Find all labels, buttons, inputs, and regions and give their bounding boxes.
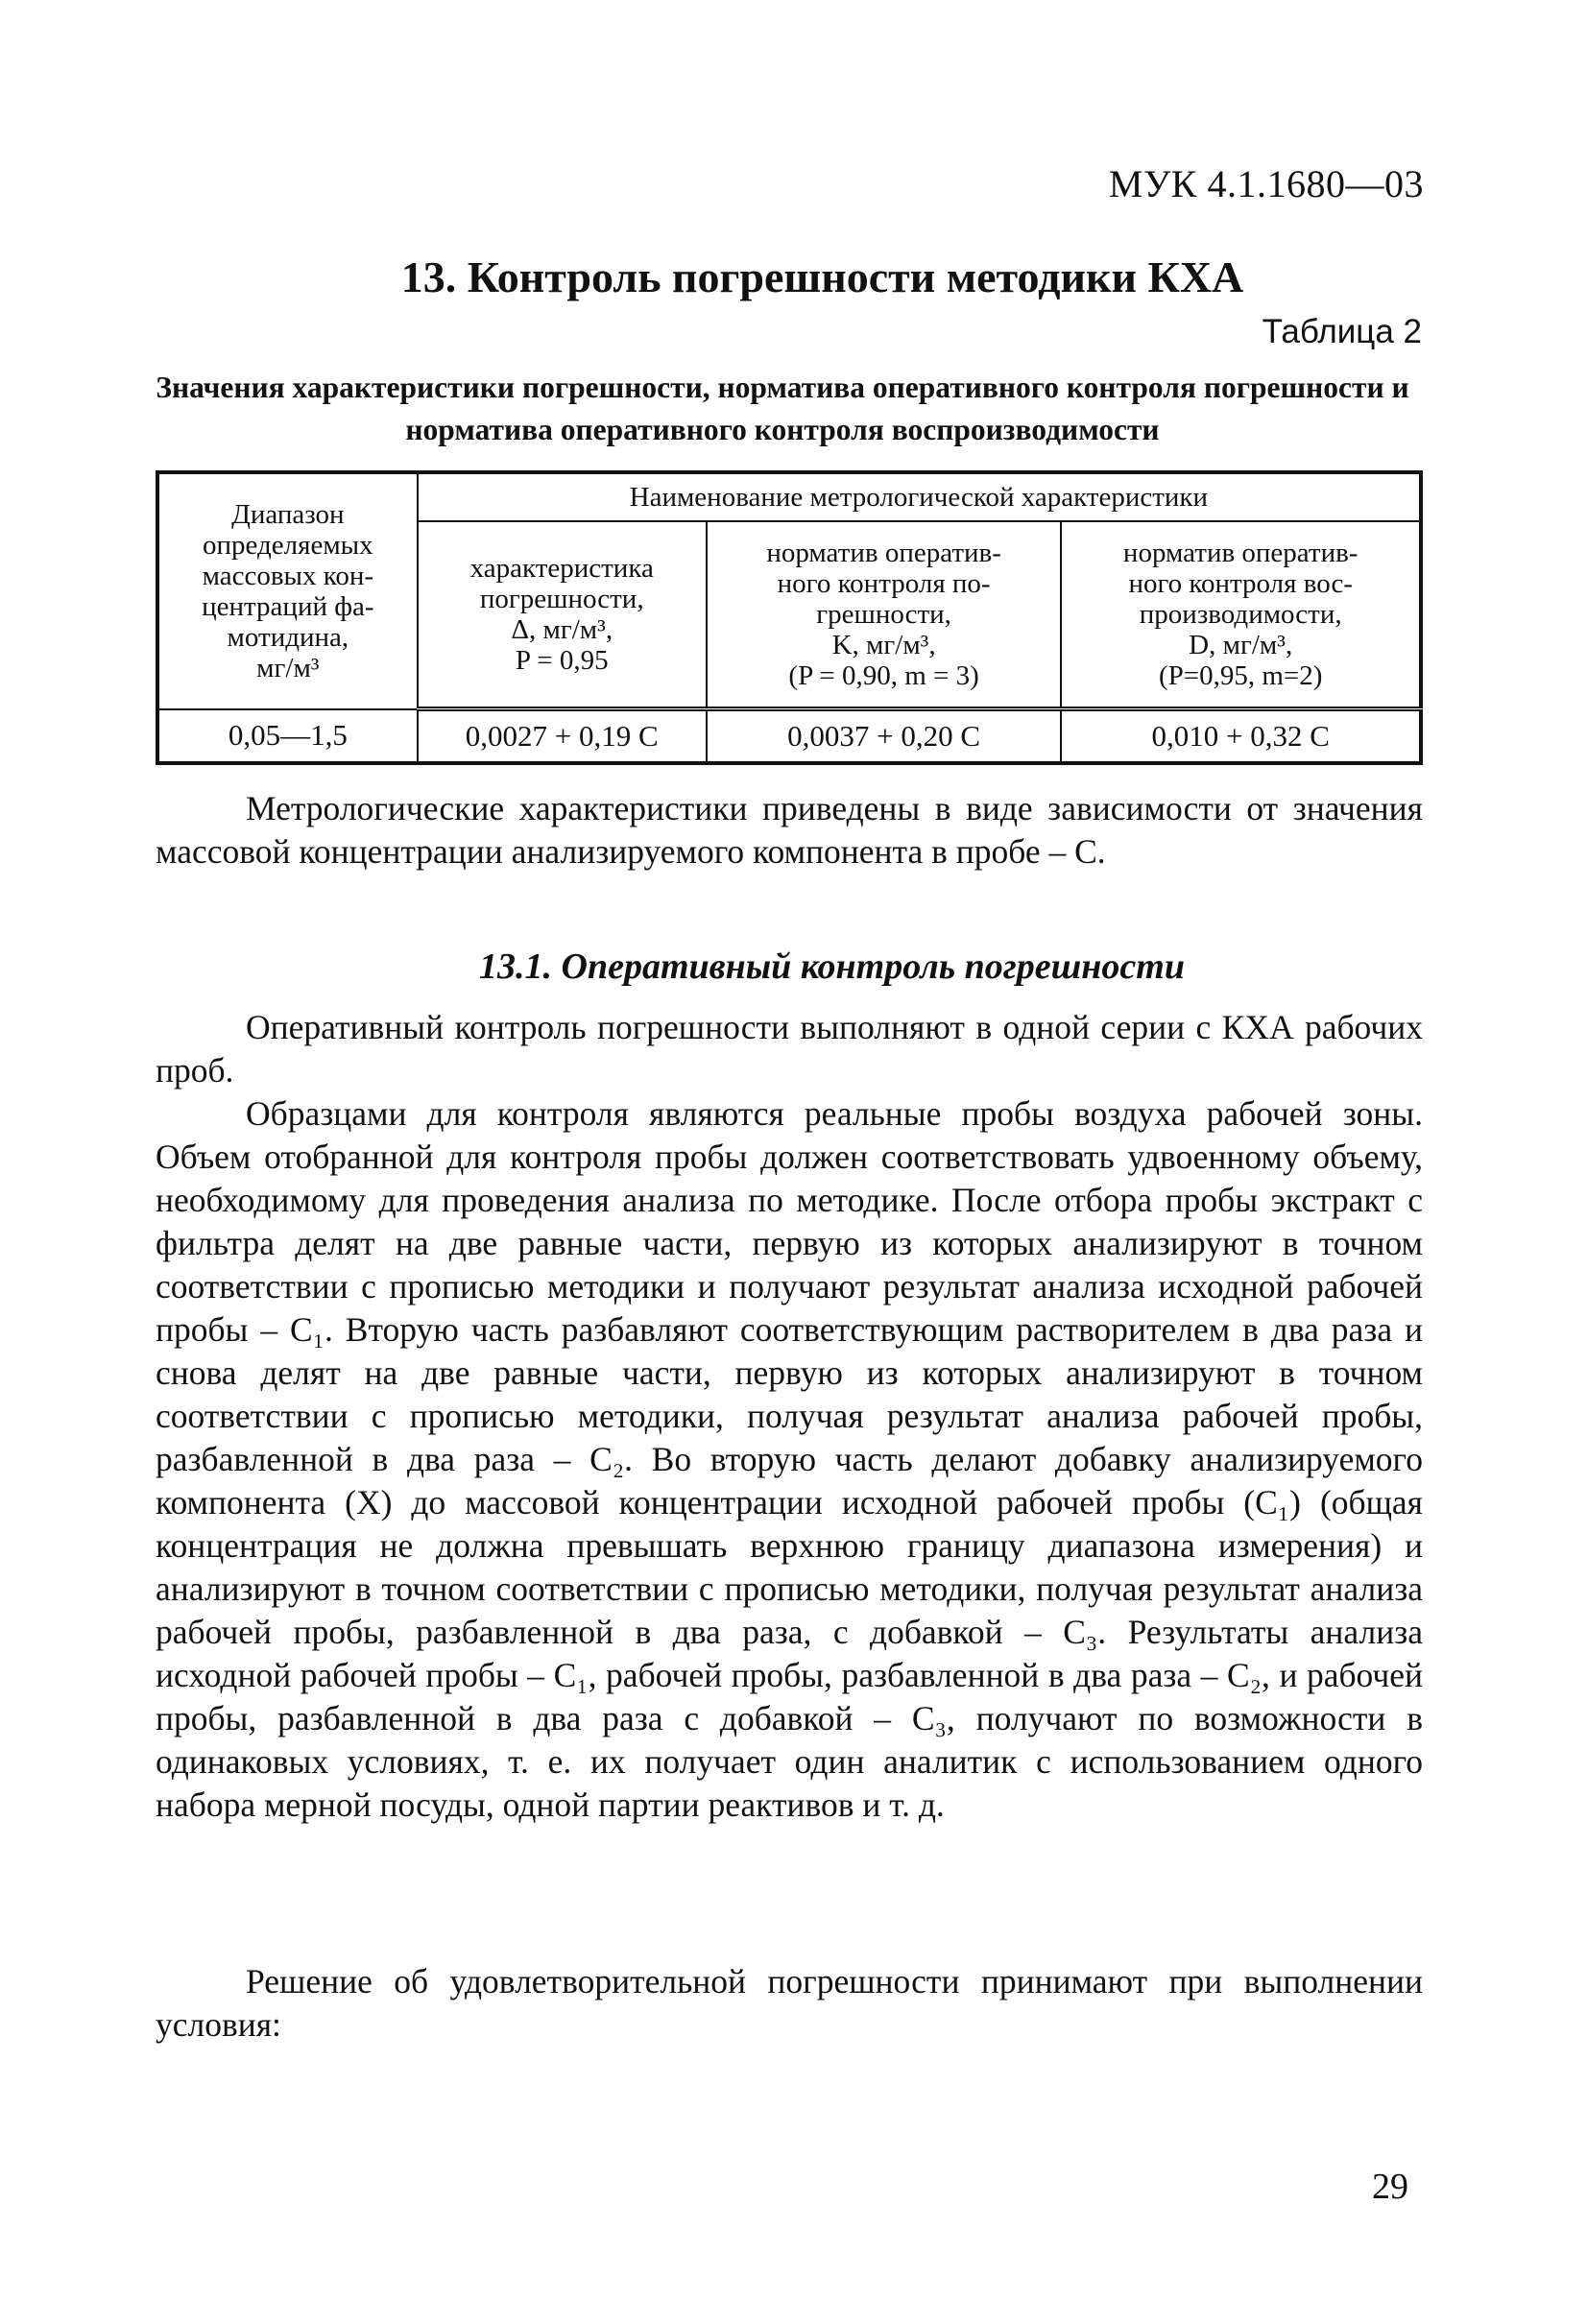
column-header-k: норматив оператив- ного контроля по- грешности, K, мг/м³, (P = 0,90, m = 3) [707,521,1062,709]
page-number: 29 [1372,2167,1408,2207]
table-row [157,709,1421,764]
paragraph-text: Оперативный контроль погрешности выполняют в одной серии с КХА рабочих проб. [156,1008,1423,1090]
column-header-delta: характеристика погрешности, Δ, мг/м³, P = 0,95 [418,521,707,709]
paragraph-control-samples [156,1092,1423,1827]
cell-k: 0,0037 + 0,20 C [707,709,1062,764]
table-caption: Значения характеристики погрешности, норматива оперативного контроля погрешности и норматива оперативного контроля воспроизводимости [156,371,1409,446]
section-title: 13. Контроль погрешности методики КХА [400,252,1244,301]
column-header-d: норматив оператив- ного контроля вос- производимости, D, мг/м³, (P=0,95, m=2) [1061,521,1421,709]
table-header-row [157,472,1421,521]
paragraph-text: Метрологические характеристики приведены в виде зависимости от значения массовой концентрации анализируемого компонента в пробе – C. [156,789,1423,871]
range-header: Диапазон определяемых массовых кон- центраций фа- мотидина, мг/м³ [157,472,418,709]
document-code: МУК 4.1.1680—03 [1108,162,1424,205]
paragraph-metrology-note [156,787,1423,874]
subsection-title: 13.1. Оперативный контроль погрешности [479,946,1185,987]
cell-delta: 0,0027 + 0,19 C [418,709,707,764]
cell-range: 0,05—1,5 [157,709,418,764]
paragraph-text: Образцами для контроля являются реальные пробы воздуха рабочей зоны. Объем отобранной для контроля пробы должен соответствовать удвоенному объему, необходимому для проведения анализа по методике. После отбора пробы экстракт с фильтра делят на две равные части, первую из которых анализируют в точном соответствии с прописью методики и получают результат анализа исходной рабочей пробы – C₁. Вторую часть разбавляют соответствующим растворителем в два раза и снова делят на две равные части, первую из которых анализируют в точном соответствии с прописью методики, получая результат анализа рабочей пробы, разбавленной в два раза – C₂. Во вторую часть делают добавку анализируемого компонента (X) до массовой концентрации исходной рабочей пробы (C₁) (общая концентрация не должна превышать верхнюю границу диапазона измерения) и анализируют в точном соответствии с прописью методики, получая результат анализа рабочей пробы, разбавленной в два раза, с добавкой – C₃. Результаты анализа исходной рабочей пробы – C₁, рабочей пробы, разбавленной в два раза – C₂, и рабочей пробы, разбавленной в два раза с добавкой – C₃, получают по возможности в одинаковых условиях, т. е. их получает один аналитик с использованием одного набора мерной посуды, одной партии реактивов и т. д. [156,1094,1423,1824]
metrology-table [156,470,1423,765]
paragraph-control-series [156,1006,1423,1092]
cell-d: 0,010 + 0,32 C [1061,709,1421,764]
group-header: Наименование метрологической характеристики [418,472,1421,521]
paragraph-decision [156,1960,1423,2047]
paragraph-text: Решение об удовлетворительной погрешности принимают при выполнении условия: [156,1962,1423,2044]
table-label: Таблица 2 [1262,313,1422,350]
